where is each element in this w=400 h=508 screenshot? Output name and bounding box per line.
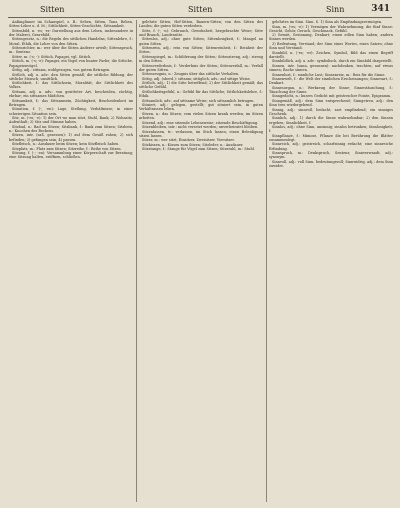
dictionary-entry: Sitzkissen, n.: Kissen zum Sitzen; Sitzleder, n.: Ausdauer. bbox=[142, 142, 244, 147]
dictionary-entry: Sittlich, adj. u. adv.: den Sitten gemäß; die sittliche Bildung, der sittliche Mensch; unsittlich. bbox=[9, 72, 133, 81]
dictionary-entry: Sitte, f. (-; -n): Gebrauch, Gewohnheit, hergebrachte Weise; Sitte und Brauch; Landessitte. bbox=[139, 28, 263, 37]
dictionary-entry: Sinngemäß, adj.: dem Sinn entsprechend; Sinngetreu, adj.: den Sinn treu wiedergebend. bbox=[269, 98, 393, 108]
dictionary-entry: Sitzfleisch, n.: Ausdauer beim Sitzen; kein Sitzfleisch haben. bbox=[12, 142, 120, 147]
running-head-left: Sitten bbox=[40, 5, 65, 14]
dictionary-entry: Sinnesorgan, n.: Werkzeug der Sinne; Sinnestäuschung, f.: Täuschung der Sinne. bbox=[269, 85, 393, 94]
dictionary-entry: Sinnspruch, m.: Denkspruch, Sentenz; Sinnverwandt, adj.: synonym. bbox=[269, 151, 393, 160]
running-head-center: Sitten bbox=[188, 5, 213, 14]
dictionary-entry: Sittenrein, adj.: rein von Sitten; Sittenreinheit, f.: Reinheit der Sitten. bbox=[139, 46, 263, 55]
column-divider bbox=[266, 20, 267, 502]
dictionary-entry: Sitzer, m.: wer sitzt; Einsitzer, Zweisitzer, Viersitzer. bbox=[142, 138, 235, 143]
dictionary-entry: Sittig, adj.: sittsam, wohlgezogen, von gutem Betragen. bbox=[12, 68, 111, 73]
dictionary-entry: Sinn, m. (-es; -e): 1) Vermögen der Wahrnehmung; die fünf Sinne: Gesicht, Gehör, Geruch, Geschmack, Gefühl. bbox=[269, 24, 393, 33]
dictionary-entry: Sittenrichter, m.: wer über die Sitten Anderer urteilt; Sittenspruch, m.: Sentenz. bbox=[9, 46, 133, 55]
dictionary-entry: Sittlichkeitsgefühl, n.: Gefühl für das Sittliche; Sittlichkeitslehre, f.: Ethik. bbox=[139, 89, 263, 99]
dictionary-entry: Sittsamkeit, f.: das Sittsamsein, Züchtigkeit, Bescheidenheit im Betragen. bbox=[9, 98, 133, 107]
dictionary-entry: Sitzplatz, m.: Platz zum Sitzen; Sitzreihe, f.: Reihe von Sitzen. bbox=[12, 146, 122, 151]
dictionary-entry: Sinnenlust, f.: sinnliche Lust; Sinnenreiz, m.: Reiz für die Sinne. bbox=[272, 72, 386, 77]
dictionary-entry: Sinnlich, adj.: 1) durch die Sinne wahrnehmbar; 2) den Sinnen ergeben; Sinnlichkeit, f. bbox=[269, 116, 393, 125]
dictionary-entry: Sinnenwelt, f.: die Welt der sinnlichen Erscheinungen; Sinnesart, f.: Denkart. bbox=[269, 77, 393, 86]
dictionary-entry: Sitzen, intr. (saß, gesessen): 1) auf dem Gesäß ruhen; 2) sich befinden; 3) gefangen sein; 4) passen. bbox=[9, 133, 133, 142]
dictionary-entry: Sinnbild, n. (-es; -er): Zeichen, Symbol, Bild das einen Begriff darstellt. bbox=[269, 50, 393, 59]
dictionary-entry: Sitzend, adj.: eine sitzende Lebensweise; sitzende Beschäftigung. bbox=[142, 120, 259, 125]
text-column-1 bbox=[9, 20, 133, 502]
dictionary-entry: gelehrtes im Sinn. Sinn. S. 1) Sinn als Empfindungsvermögen. bbox=[272, 20, 383, 24]
dictionary-entry: Sinnlos, adj.: ohne Sinn, unsinnig; sinnlos betrunken; Sinnlosigkeit, f. bbox=[269, 125, 393, 134]
dictionary-entry: Sinnig, adj.: sinnvoll, bedacht, zart empfindend; ein sinniges Geschenk. bbox=[269, 107, 393, 116]
page-header bbox=[8, 3, 392, 18]
dictionary-entry: Sittengesetz, n.: die Regeln des sittlichen Handelns; Sittenlehre, f.: Moral, Ethik, die Lehre von den Sitten. bbox=[9, 37, 133, 46]
dictionary-entry: Sitz, m. (-es; -e): 1) der Ort wo man sitzt, Stuhl, Bank; 2) Wohnsitz, Aufenthalt; 3) Sitz und Stimme haben. bbox=[9, 116, 133, 125]
dictionary-entry: Sitzbad, n.: Bad im Sitzen; Sitzbank, f.: Bank zum Sitzen; Sitzbein, n.: Knochen des Beckens. bbox=[9, 124, 133, 133]
dictionary-entry: Sitzstange, f.: Stange für Vögel zum Sitzen; Sitzstuhl, m.: Stuhl. bbox=[142, 147, 255, 152]
dictionary-entry: Sittsam, adj. u. adv.: von gesitteter Art, bescheiden, züchtig, ehrbar; ein sittsames Mädchen. bbox=[9, 89, 133, 99]
text-column-3 bbox=[269, 20, 393, 502]
dictionary-entry: Anfänglinner im Schauspiel, z. B.: Sehen, Sitten, Tanz, Reben, Sitten-Lehre u. d. M.; Sittlichkeit, Sitten-Geschichte, Sittsamkeit. bbox=[9, 20, 133, 29]
dictionary-entry: Sitzenlassen, tr.: verlassen, im Stich lassen; einen Beleidigung sitzen lassen. bbox=[139, 129, 263, 138]
dictionary-entry: 2) Gemüt, Gesinnung, Denkart; einen edlen Sinn haben; andern Sinnes werden. bbox=[269, 33, 393, 42]
dictionary-entry: Sinngedicht, n.: kurzes Gedicht mit geistreicher Pointe, Epigramm. bbox=[272, 94, 392, 99]
dictionary-entry: Sinnbildlich, adj. u. adv.: symbolisch, durch ein Sinnbild dargestellt. bbox=[272, 59, 393, 64]
dictionary-entry: Sittsamlich, adv.: auf sittsame Weise; sich sittsamlich betragen. bbox=[142, 98, 255, 103]
dictionary-entry: Situiert, adj.: gelegen, gestellt; gut situiert sein, in guten Verhältnissen leben. bbox=[139, 103, 263, 112]
dictionary-entry: Sittlichkeit, f.: das Sittlichsein, Moralität; die Sittlichkeit des Volkes. bbox=[9, 81, 133, 90]
dictionary-entry: Sinnvoll, adj.: voll Sinn, bedeutungsvoll; Sinnwidrig, adj.: dem Sinn zuwider. bbox=[269, 159, 393, 169]
dictionary-entry: Sitzung, f. (-; -en): Versammlung einer Körperschaft zur Beratung; eine Sitzung halten, eröffnen, schließen. bbox=[9, 151, 133, 160]
dictionary-entry: Situation, f. (-; -en): Lage, Stellung, Verhältnisse; in einer schwierigen Situation sein. bbox=[9, 107, 133, 116]
dictionary-entry: Sittenspiegel, m.: Schilderung der Sitten; Sittenstreng, adj.: streng in den Sitten. bbox=[139, 54, 263, 64]
column-divider bbox=[136, 20, 137, 502]
page-number: 341 bbox=[371, 4, 390, 14]
dictionary-entry: Sittenzeugnis, n.: Zeugnis über das sittliche Verhalten. bbox=[142, 72, 240, 77]
dictionary-entry: Sinnreich, adj.: geistreich, scharfsinnig erdacht; eine sinnreiche Erfindung. bbox=[269, 142, 393, 151]
dictionary-entry: Sittenbild, n. -es; -er: Darstellung aus dem Leben, insbesondere in der Malerei, Genrebild. bbox=[9, 28, 133, 37]
dictionary-entry: Sittenverderbnis, f.: Verderbnis der Sitten; Sittenverfall, m.: Verfall der guten Sitten. bbox=[139, 63, 263, 72]
dictionary-entry: Sitter, m. (-s; -): Sittich, Papagei, vgl. Sittich. bbox=[12, 54, 92, 59]
dictionary-entry: Sitzen, n.: das Sitzen; vom vielen Sitzen krank werden; im Sitzen arbeiten. bbox=[139, 111, 263, 121]
dictionary-entry: Sitzenbleiben, intr.: nicht versetzt werden; unverheiratet bleiben. bbox=[142, 125, 259, 130]
dictionary-entry: Sinnen, intr. (sann, gesonnen): nachdenken, trachten; auf etwas sinnen; Rache sinnen. bbox=[269, 63, 393, 73]
dictionary-entry: Sinnpflanze, f.: Mimose, Pflanze die bei Berührung die Blätter zusammenlegt. bbox=[269, 133, 393, 142]
dictionary-entry: Sittlich, adj.: 1) die Sitte betreffend; 2) der Sittlichkeit gemäß; das sittliche Gefühl. bbox=[139, 81, 263, 90]
dictionary-entry: Sittig, adj. (oberd.): sittsam; sittiglich, adv.: auf sittige Weise. bbox=[142, 76, 251, 81]
running-head-right: Sinn bbox=[326, 5, 345, 14]
dictionary-entry: Sittich, m. (-s; -e): Papagei, ein Vogel von bunter Farbe; die Sittiche, Papageienvögel. bbox=[9, 59, 133, 68]
dictionary-entry: Sittenlos, adj.: ohne gute Sitten; Sittenlosigkeit, f.: Mangel an guten Sitten. bbox=[139, 37, 263, 46]
dictionary-entry: gelehrte Sitten, Hof-Sitten, Bauern-Sitten; von den Sitten des Landes; die guten Sitten verderben. bbox=[139, 20, 263, 29]
text-column-2 bbox=[139, 20, 263, 502]
dictionary-entry: 3) Bedeutung, Verstand; der Sinn eines Wortes, eines Satzes; ohne Sinn und Verstand. bbox=[269, 41, 393, 51]
